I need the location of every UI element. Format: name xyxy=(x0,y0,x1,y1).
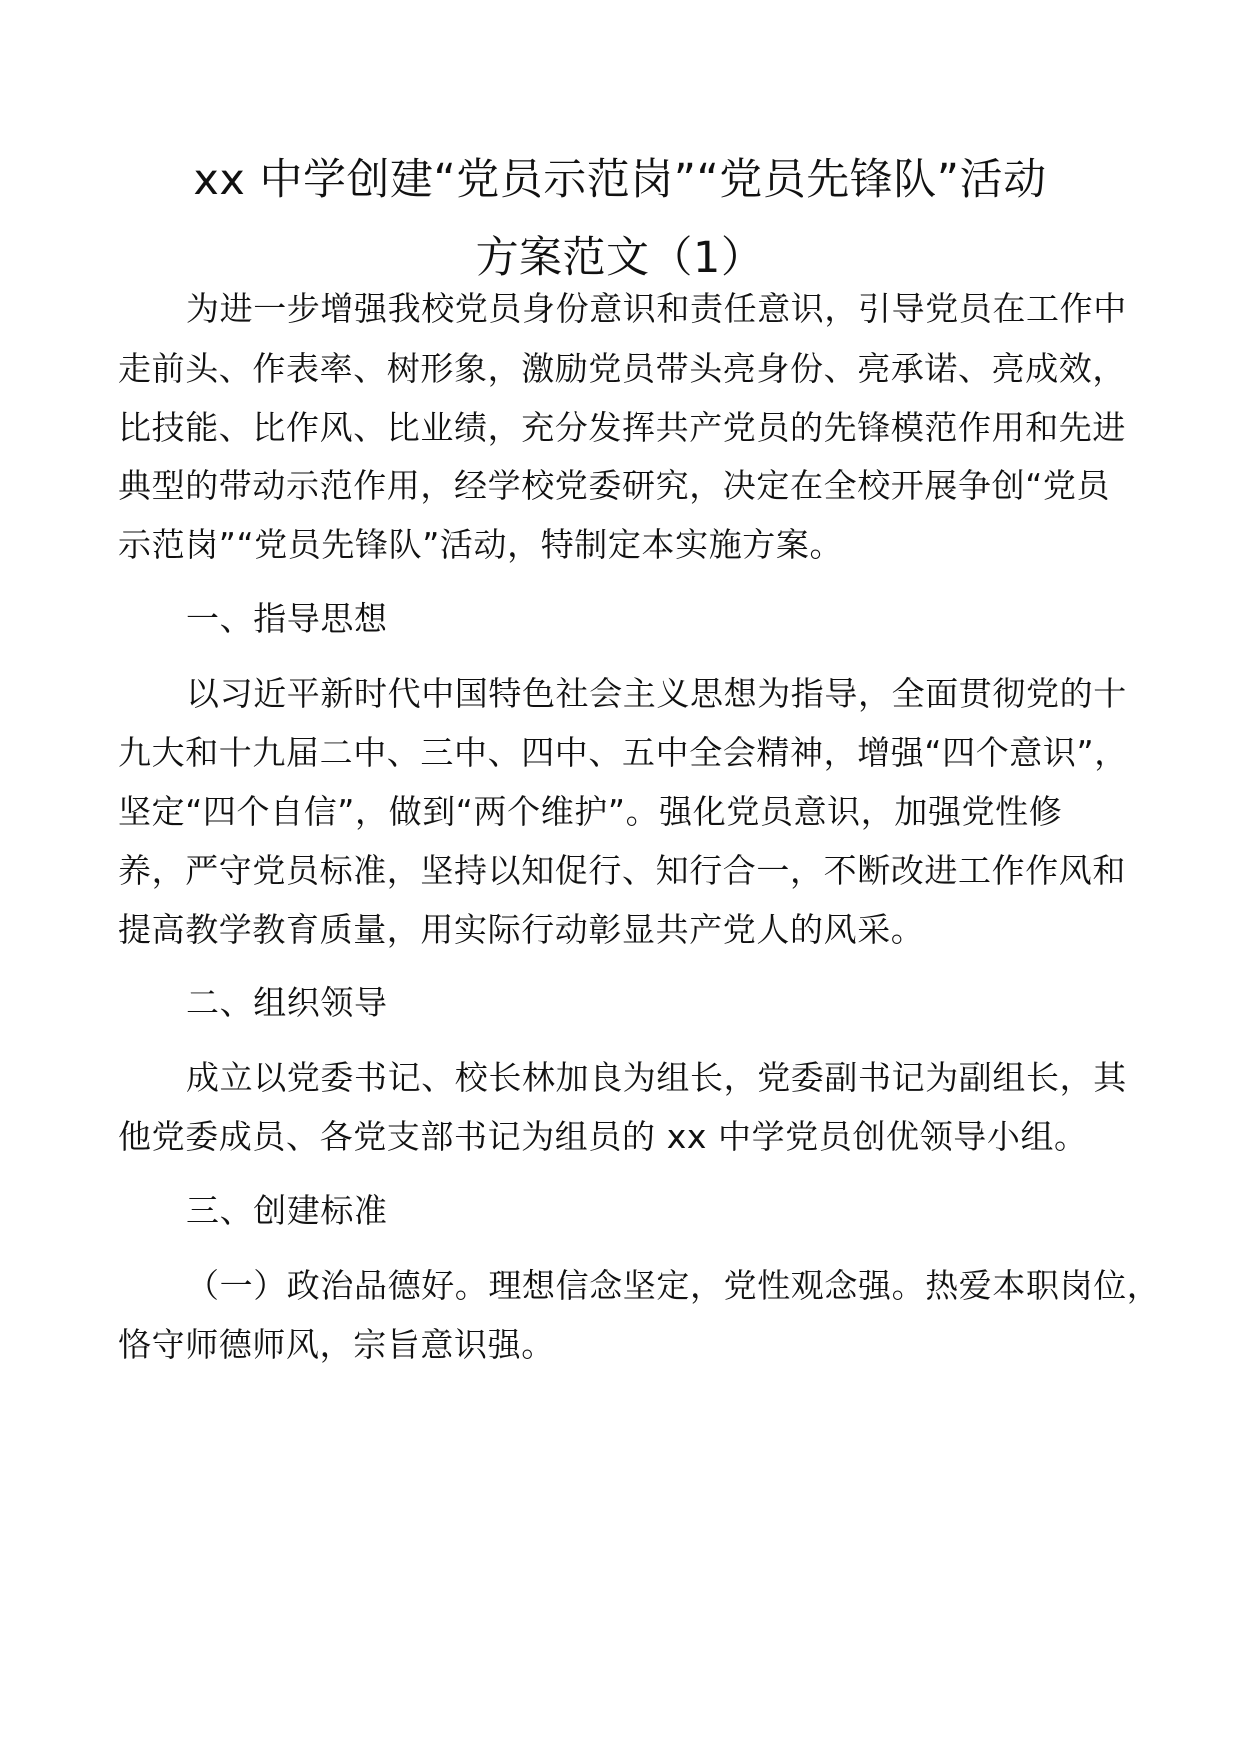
paragraph2-line2: 九大和十九届二中、三中、四中、五中全会精神，增强“四个意识”， xyxy=(118,733,1128,772)
paragraph3-line2: 他党委成员、各党支部书记为组员的 xx 中学党员创优领导小组。 xyxy=(118,1117,1088,1156)
paragraph1-line3: 比技能、比作风、比业绩，充分发挥共产党员的先锋模范作用和先进 xyxy=(118,408,1126,447)
document-title-line2: 方案范文（1） xyxy=(475,233,765,283)
section-heading-2: 二、组织领导 xyxy=(186,983,388,1022)
paragraph2-line3: 坚定“四个自信”，做到“两个维护”。强化党员意识，加强党性修 xyxy=(118,792,1063,831)
paragraph3-line1: 成立以党委书记、校长林加良为组长，党委副书记为副组长，其 xyxy=(186,1058,1127,1097)
paragraph4-line1: （一）政治品德好。理想信念坚定，党性观念强。热爱本职岗位， xyxy=(186,1266,1161,1305)
document-title-line1: xx 中学创建“党员示范岗”“党员先锋队”活动 xyxy=(193,155,1047,205)
paragraph1-line4: 典型的带动示范作用，经学校党委研究，决定在全校开展争创“党员 xyxy=(118,466,1111,505)
paragraph2-line4: 养，严守党员标准，坚持以知促行、知行合一，不断改进工作作风和 xyxy=(118,851,1126,890)
paragraph1-line1: 为进一步增强我校党员身份意识和责任意识，引导党员在工作中 xyxy=(186,289,1127,328)
paragraph1-line5: 示范岗”“党员先锋队”活动，特制定本实施方案。 xyxy=(118,525,844,564)
paragraph2-line5: 提高教学教育质量，用实际行动彰显共产党人的风采。 xyxy=(118,910,925,949)
section-heading-3: 三、创建标准 xyxy=(186,1191,388,1230)
paragraph4-line2: 恪守师德师风，宗旨意识强。 xyxy=(118,1325,555,1364)
paragraph1-line2: 走前头、作表率、树形象，激励党员带头亮身份、亮承诺、亮成效， xyxy=(118,349,1126,388)
paragraph2-line1: 以习近平新时代中国特色社会主义思想为指导，全面贯彻党的十 xyxy=(186,674,1127,713)
section-heading-1: 一、指导思想 xyxy=(186,599,388,638)
